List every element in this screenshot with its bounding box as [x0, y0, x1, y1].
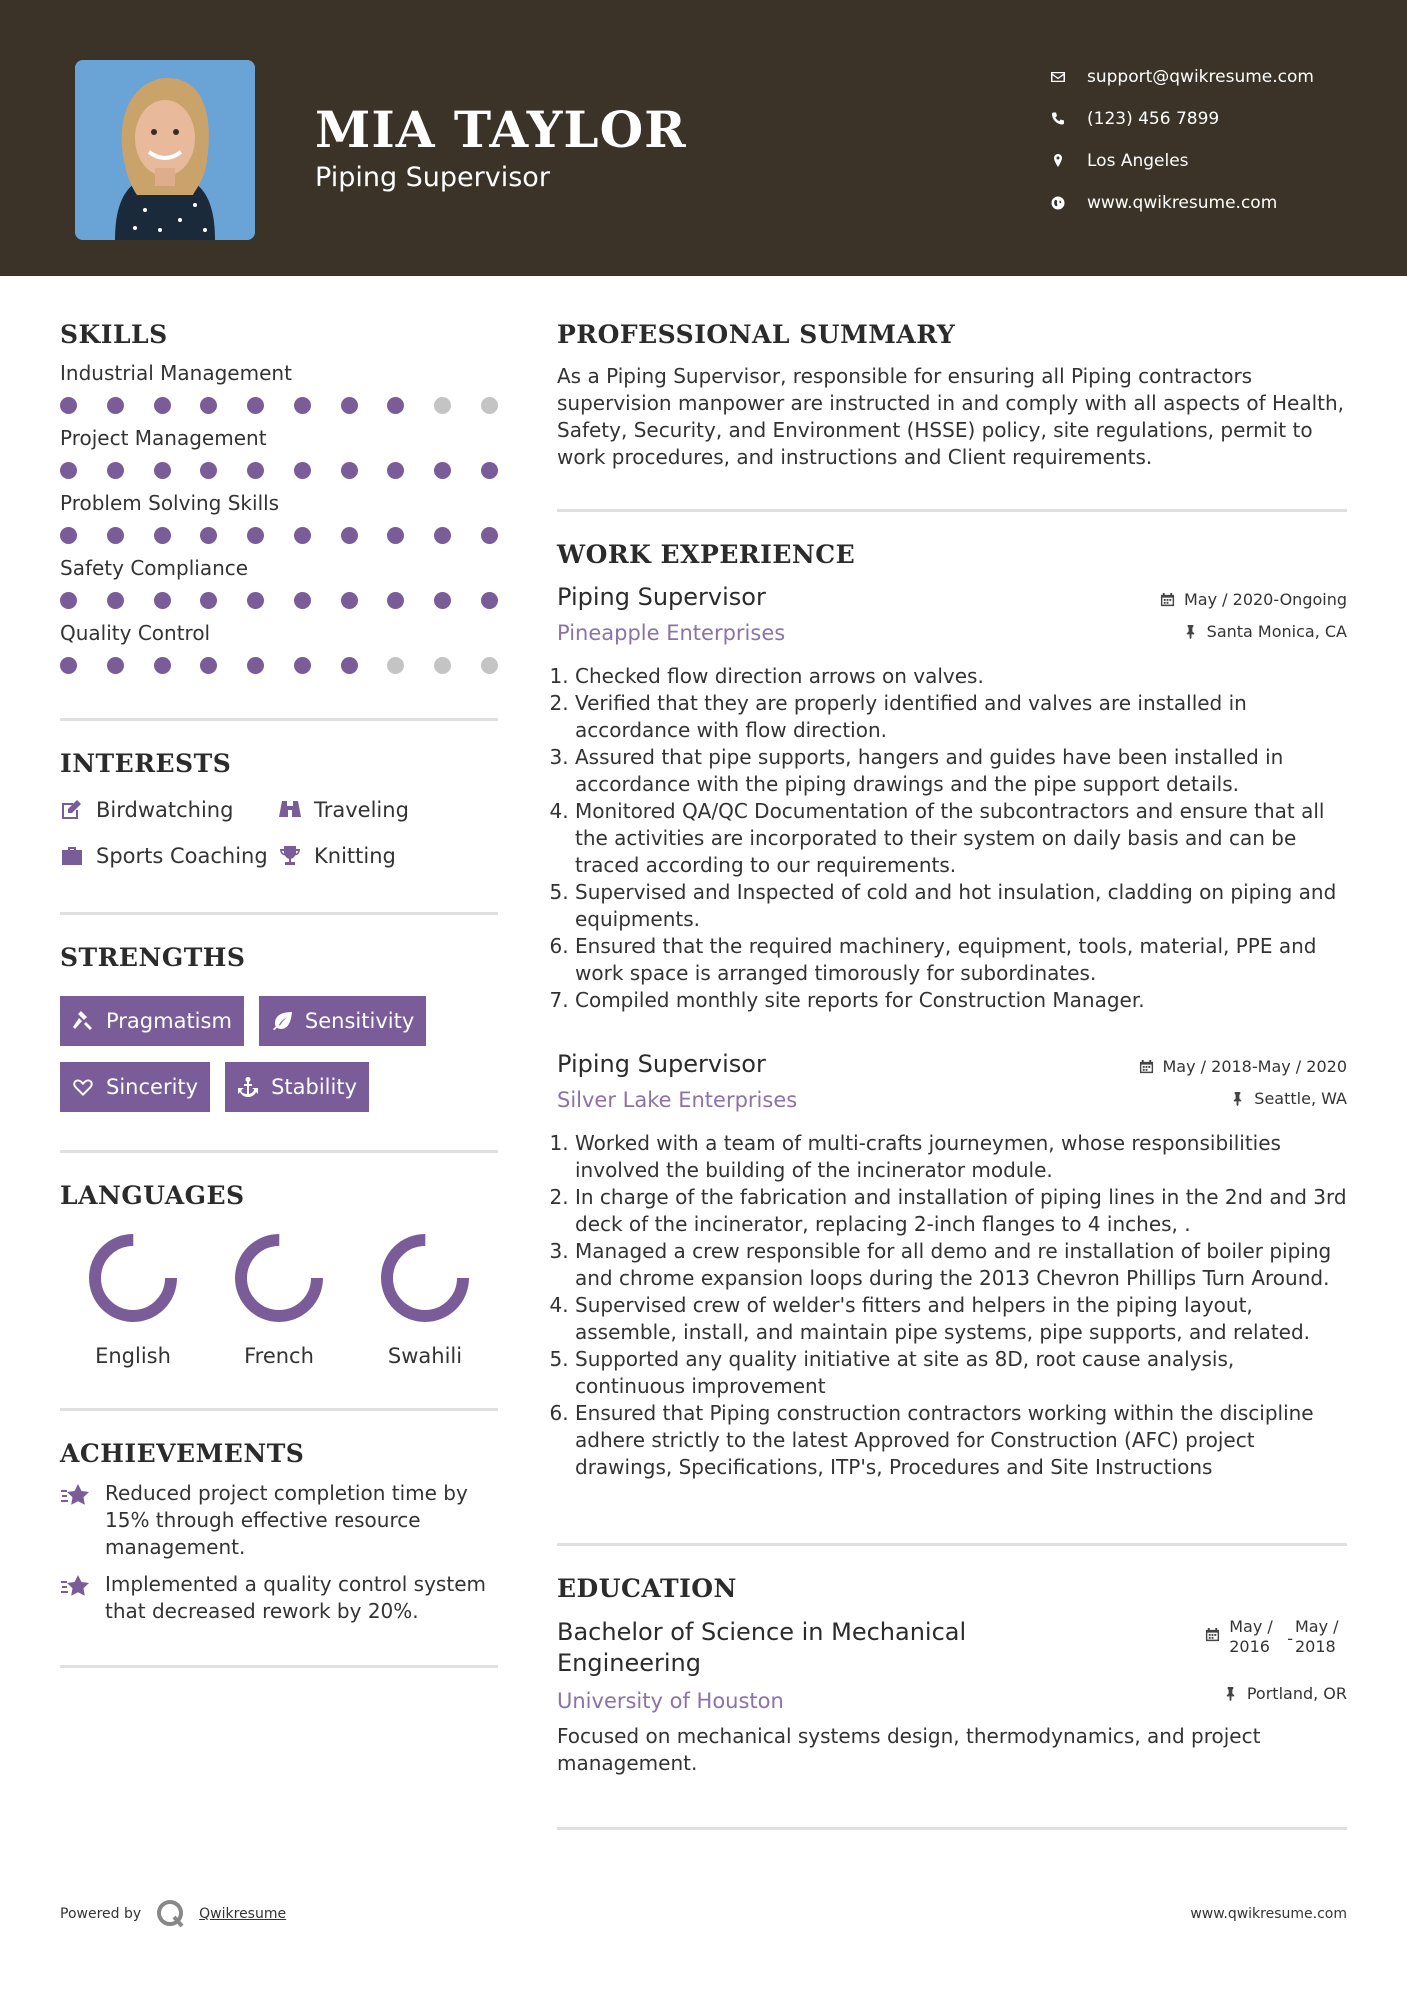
rating-dot-filled: [60, 462, 77, 479]
skills-list: [60, 361, 498, 674]
job-bullet: 1. Checked flow direction arrows on valves.: [575, 663, 1347, 690]
rating-dot-filled: [481, 462, 498, 479]
job-entry: [557, 1050, 1347, 1481]
job-bullet: 6. Ensured that Piping construction contractors working within the discipline adhere strictly to the latest Approved for Construction (AFC) project drawings, Specifications, ITP's, Procedures and Site Instructions: [575, 1400, 1347, 1481]
job-bullet: 1. Worked with a team of multi-crafts journeymen, whose responsibilities involved the building of the incinerator module.: [575, 1130, 1347, 1184]
left-column: [60, 320, 498, 1668]
section-divider: [60, 1408, 498, 1411]
rating-dot-filled: [200, 592, 217, 609]
interest-item: [278, 798, 498, 822]
job-header: [557, 1050, 1347, 1114]
language-level-arc: [95, 1240, 171, 1316]
language-item: [206, 1230, 352, 1368]
job-bullet: 4. Monitored QA/QC Documentation of the subcontractors and ensure that all the activities are incorporated to their system on daily basis and can be traced according to our requirements.: [575, 798, 1347, 879]
pencil-square-icon: [60, 799, 84, 821]
skill-name: Problem Solving Skills: [60, 491, 280, 515]
language-level-ring: [231, 1230, 327, 1326]
calendar-icon: [1205, 1627, 1220, 1642]
education-date-separator: -: [1287, 1629, 1293, 1648]
rating-dot-filled: [294, 527, 311, 544]
contact-phone-text: (123) 456 7899: [1087, 109, 1220, 129]
interest-item: [278, 844, 498, 868]
job-bullet: 6. Ensured that the required machinery, equipment, tools, material, PPE and work space is arranged timorously for subordinates.: [575, 933, 1347, 987]
contact-email[interactable]: [1050, 56, 1380, 98]
rating-dot-filled: [107, 397, 124, 414]
rating-dot-filled: [294, 592, 311, 609]
summary-text: As a Piping Supervisor, responsible for ensuring all Piping contractors supervision manpower are instructed in and comply with all aspects of Health, Safety, Security, and Environment (HSSE) policy, site regulations, permit to work procedures, and instructions and Client requirements.: [557, 364, 1345, 469]
footer-powered-by: [60, 1898, 286, 1930]
language-item: [352, 1230, 498, 1368]
section-divider: [557, 509, 1347, 512]
rating-dot-filled: [387, 462, 404, 479]
section-divider: [60, 1665, 498, 1668]
interest-label: Traveling: [314, 798, 409, 822]
job-meta: [1139, 1050, 1348, 1114]
education-school: University of Houston: [557, 1689, 784, 1713]
qwikresume-logo-icon: [155, 1898, 187, 1930]
interest-label: Sports Coaching: [96, 844, 268, 868]
pushpin-icon: [1230, 1091, 1245, 1106]
skill-rating: [60, 657, 498, 674]
job-title: Piping Supervisor: [557, 1050, 766, 1078]
education-degree: Bachelor of Science in Mechanical Engineering: [557, 1618, 967, 1677]
rating-dot-filled: [294, 657, 311, 674]
education-dates: [1205, 1617, 1347, 1657]
footer-website[interactable]: www.qwikresume.com: [1190, 1906, 1347, 1922]
skill-item: [60, 556, 498, 609]
skill-item: [60, 426, 498, 479]
skill-item: [60, 621, 498, 674]
skill-name: Quality Control: [60, 621, 211, 645]
candidate-name: MIA TAYLOR: [315, 100, 687, 159]
job-bullet: 5. Supported any quality initiative at site as 8D, root cause analysis, continuous improvement: [575, 1346, 1347, 1400]
job-date: [1160, 583, 1347, 615]
gavel-icon: [72, 1010, 94, 1032]
star-icon: [60, 1573, 92, 1601]
job-location-text: Seattle, WA: [1254, 1088, 1347, 1108]
skill-name: Project Management: [60, 426, 267, 450]
rating-dot-filled: [107, 592, 124, 609]
briefcase-icon: [60, 845, 84, 867]
rating-dot-filled: [60, 592, 77, 609]
job-bullet: 3. Assured that pipe supports, hangers and guides have been installed in accordance with the piping drawings and the pipe support details.: [575, 744, 1347, 798]
job-location: [1139, 1082, 1348, 1114]
job-bullets: [557, 663, 1347, 1014]
rating-dot-filled: [154, 462, 171, 479]
rating-dot-filled: [387, 527, 404, 544]
achievement-item: [60, 1480, 498, 1561]
rating-dot-filled: [341, 397, 358, 414]
language-level-ring: [85, 1230, 181, 1326]
rating-dot-filled: [247, 397, 264, 414]
leaf-icon: [271, 1010, 293, 1032]
job-date: [1139, 1050, 1348, 1082]
rating-dot-filled: [341, 462, 358, 479]
pushpin-icon: [1183, 624, 1198, 639]
job-bullet: 5. Supervised and Inspected of cold and hot insulation, cladding on piping and equipments.: [575, 879, 1347, 933]
achievement-item: [60, 1571, 498, 1625]
summary-title: PROFESSIONAL SUMMARY: [557, 320, 956, 349]
rating-dot-filled: [434, 527, 451, 544]
language-name: French: [244, 1344, 314, 1368]
education-description: Focused on mechanical systems design, thermodynamics, and project management.: [557, 1724, 1261, 1775]
rating-dot-filled: [434, 592, 451, 609]
resume-header: [0, 0, 1407, 276]
rating-dot-filled: [247, 527, 264, 544]
contact-location: [1050, 140, 1380, 182]
powered-by-text: Powered by: [60, 1906, 142, 1922]
job-title: Piping Supervisor: [557, 583, 766, 611]
qwikresume-link[interactable]: Qwikresume: [199, 1906, 287, 1922]
globe-icon: [1050, 195, 1087, 211]
section-divider: [60, 1150, 498, 1153]
rating-dot-filled: [247, 592, 264, 609]
skill-rating: [60, 592, 498, 609]
rating-dot-filled: [60, 397, 77, 414]
rating-dot-filled: [341, 592, 358, 609]
education-location-text: Portland, OR: [1246, 1683, 1347, 1703]
interest-item: [60, 844, 278, 868]
profile-photo-illustration: [75, 60, 255, 240]
strength-tag: [225, 1062, 369, 1112]
job-company: Silver Lake Enterprises: [557, 1088, 798, 1112]
rating-dot-filled: [154, 657, 171, 674]
education-header: [557, 1617, 1347, 1713]
job-company: Pineapple Enterprises: [557, 621, 786, 645]
contact-website[interactable]: [1050, 182, 1380, 224]
job-meta: [1160, 583, 1347, 647]
strength-label: Sincerity: [106, 1075, 199, 1099]
skill-item: [60, 361, 498, 414]
strength-tag: [60, 996, 244, 1046]
strength-tag: [259, 996, 426, 1046]
achievements-title: ACHIEVEMENTS: [60, 1439, 305, 1468]
achievement-text: Reduced project completion time by 15% through effective resource management.: [105, 1481, 468, 1559]
strengths-title: STRENGTHS: [60, 943, 246, 972]
job-date-text: May / 2018-May / 2020: [1162, 1056, 1347, 1076]
rating-dot-filled: [247, 657, 264, 674]
interests-list: [60, 798, 498, 868]
skill-rating: [60, 527, 498, 544]
job-bullets: [557, 1130, 1347, 1481]
strengths-list: [60, 996, 498, 1112]
pushpin-icon: [1223, 1686, 1238, 1701]
rating-dot-filled: [154, 592, 171, 609]
languages-title: LANGUAGES: [60, 1181, 245, 1210]
rating-dot-filled: [200, 657, 217, 674]
strength-label: Sensitivity: [304, 1009, 415, 1033]
trophy-icon: [278, 845, 302, 867]
job-date-text: May / 2020-Ongoing: [1184, 589, 1347, 609]
heart-icon: [72, 1076, 94, 1098]
rating-dot-filled: [247, 462, 264, 479]
phone-icon: [1050, 111, 1087, 127]
skill-name: Industrial Management: [60, 361, 292, 385]
job-entry: [557, 583, 1347, 1014]
star-icon: [60, 1482, 92, 1510]
language-level-ring: [377, 1230, 473, 1326]
contact-phone[interactable]: [1050, 98, 1380, 140]
strength-label: Stability: [271, 1075, 358, 1099]
profile-photo: [75, 60, 255, 240]
section-divider: [557, 1543, 1347, 1546]
strength-label: Pragmatism: [106, 1009, 232, 1033]
interests-title: INTERESTS: [60, 749, 232, 778]
rating-dot-filled: [107, 657, 124, 674]
rating-dot-filled: [294, 397, 311, 414]
education-title: EDUCATION: [557, 1574, 737, 1603]
skill-rating: [60, 462, 498, 479]
languages-list: [60, 1230, 498, 1368]
job-bullet: 2. Verified that they are properly identified and valves are installed in accordance with flow direction.: [575, 690, 1347, 744]
education-date-start: May / 2016: [1229, 1617, 1273, 1656]
rating-dot-filled: [387, 592, 404, 609]
rating-dot-filled: [154, 527, 171, 544]
rating-dot-filled: [341, 527, 358, 544]
rating-dot-empty: [481, 397, 498, 414]
skill-name: Safety Compliance: [60, 556, 249, 580]
skills-title: SKILLS: [60, 320, 168, 349]
achievements-list: [60, 1480, 498, 1625]
language-level-arc: [387, 1240, 463, 1316]
rating-dot-filled: [387, 397, 404, 414]
rating-dot-filled: [200, 527, 217, 544]
rating-dot-empty: [434, 397, 451, 414]
binoculars-icon: [278, 799, 302, 821]
job-bullet: 2. In charge of the fabrication and installation of piping lines in the 2nd and 3rd deck of the incinerator, replacing 2-inch flanges to 4 inches, .: [575, 1184, 1347, 1238]
rating-dot-empty: [434, 657, 451, 674]
contact-list: [1050, 56, 1380, 224]
rating-dot-empty: [481, 657, 498, 674]
language-level-arc: [241, 1240, 317, 1316]
candidate-title: Piping Supervisor: [315, 162, 550, 193]
rating-dot-filled: [481, 527, 498, 544]
achievement-text: Implemented a quality control system that decreased rework by 20%.: [105, 1572, 486, 1623]
rating-dot-filled: [60, 657, 77, 674]
job-location-text: Santa Monica, CA: [1206, 621, 1347, 641]
rating-dot-filled: [107, 462, 124, 479]
interest-label: Knitting: [314, 844, 396, 868]
job-bullet: 3. Managed a crew responsible for all demo and re installation of boiler piping and chrome expansion loops during the 2013 Chevron Phillips Turn Around.: [575, 1238, 1347, 1292]
education-location: [1205, 1677, 1347, 1709]
experience-title: WORK EXPERIENCE: [557, 540, 856, 569]
skill-rating: [60, 397, 498, 414]
job-bullet: 7. Compiled monthly site reports for Construction Manager.: [575, 987, 1347, 1014]
rating-dot-empty: [387, 657, 404, 674]
rating-dot-filled: [481, 592, 498, 609]
job-location: [1160, 615, 1347, 647]
section-divider: [60, 718, 498, 721]
anchor-icon: [237, 1076, 259, 1098]
education-meta: [1205, 1617, 1347, 1713]
language-name: English: [95, 1344, 171, 1368]
job-header: [557, 583, 1347, 647]
interest-label: Birdwatching: [96, 798, 234, 822]
skill-item: [60, 491, 498, 544]
section-divider: [60, 912, 498, 915]
rating-dot-filled: [154, 397, 171, 414]
education-date-end: May / 2018: [1295, 1617, 1339, 1656]
language-item: [60, 1230, 206, 1368]
contact-website-text: www.qwikresume.com: [1087, 193, 1278, 213]
contact-email-text: support@qwikresume.com: [1087, 67, 1314, 87]
map-pin-icon: [1050, 153, 1087, 169]
language-name: Swahili: [387, 1344, 463, 1368]
interest-item: [60, 798, 278, 822]
rating-dot-filled: [294, 462, 311, 479]
calendar-icon: [1139, 1059, 1154, 1074]
right-column: [557, 320, 1347, 1830]
envelope-icon: [1050, 69, 1087, 85]
strength-tag: [60, 1062, 210, 1112]
rating-dot-filled: [434, 462, 451, 479]
section-divider: [557, 1827, 1347, 1830]
contact-location-text: Los Angeles: [1087, 151, 1189, 171]
rating-dot-filled: [341, 657, 358, 674]
rating-dot-filled: [200, 462, 217, 479]
rating-dot-filled: [60, 527, 77, 544]
rating-dot-filled: [107, 527, 124, 544]
calendar-icon: [1160, 592, 1175, 607]
job-bullet: 4. Supervised crew of welder's fitters and helpers in the piping layout, assemble, install, and maintain pipe systems, pipe supports, and related.: [575, 1292, 1347, 1346]
rating-dot-filled: [200, 397, 217, 414]
